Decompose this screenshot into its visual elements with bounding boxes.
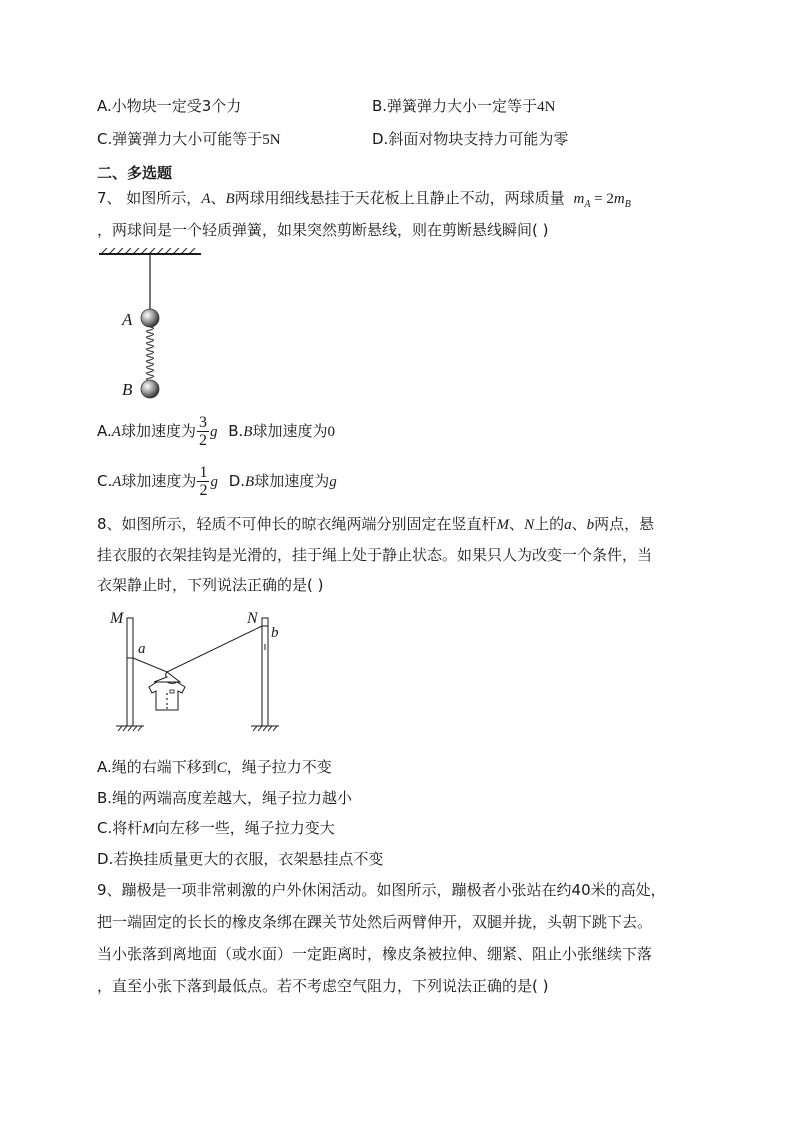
ground-hatching-n: [251, 726, 279, 731]
fraction-denominator: 2: [199, 482, 208, 499]
q7-text-2: 两球用细线悬挂于天花板上且静止不动，两球质量: [234, 189, 565, 207]
q7-text-1: 7、 如图所示，: [97, 189, 202, 207]
q6-option-c-value: 5N: [262, 132, 281, 148]
shirt-icon: [149, 682, 185, 710]
q7-options-ab: [97, 412, 335, 450]
q8-text-3: 两点，悬: [594, 515, 655, 533]
q7-option-c-text: 球加速度为: [121, 472, 197, 490]
ball-b: [141, 380, 159, 398]
q8-stem-line1: [97, 514, 654, 535]
q6-option-c: [97, 129, 281, 150]
section-title: 二、多选题: [97, 164, 173, 182]
q7-option-c-fraction: [197, 464, 209, 499]
q7-mass-formula: [573, 191, 631, 210]
q7-option-d-prefix: D.: [228, 472, 246, 490]
q7-option-a-prefix: A.: [97, 422, 112, 440]
fraction-numerator: 3: [198, 414, 207, 431]
label-b: b: [271, 625, 279, 641]
q8-option-a: [97, 757, 332, 778]
fraction-denominator: 2: [198, 432, 207, 449]
q6-option-b: [372, 96, 555, 117]
label-n: N: [247, 610, 258, 627]
q8-point-b: b: [586, 517, 595, 533]
label-b: B: [122, 380, 133, 399]
q7-formula-eq: = 2: [590, 191, 614, 207]
q8-figure: [100, 606, 300, 738]
q7-options-cd: [97, 462, 337, 500]
clothesline: [133, 626, 262, 672]
q7-ball-a: A: [201, 191, 211, 207]
q7-option-b-value: 0: [327, 424, 335, 440]
q8-sep2: 、: [571, 515, 587, 533]
q8-option-c: [97, 818, 335, 839]
q7-option-d-text: 球加速度为: [254, 472, 330, 490]
label-a: a: [138, 641, 146, 657]
q8-sep: 、: [509, 515, 525, 533]
label-a: A: [122, 310, 133, 329]
q6-option-a: A.小物块一定受3个力: [97, 97, 242, 115]
q7-stem-line1: [97, 188, 631, 215]
q7-option-a-ball: A: [111, 424, 121, 440]
q8-stem-line2: 挂衣服的衣架挂钩是光滑的，挂于绳上处于静止状态。如果只人为改变一个条件，当: [97, 546, 653, 564]
q9-stem-line3: 当小张落到离地面（或水面）一定距离时，橡皮条被拉伸、绷紧、阻止小张继续下落: [97, 945, 653, 963]
q8-text-1: 8、如图所示，轻质不可伸长的晾衣绳两端分别固定在竖直杆: [97, 515, 497, 533]
q8-option-c-pole-m: M: [142, 821, 155, 837]
q7-option-c-g: g: [210, 474, 218, 490]
q7-option-c-prefix: C.: [97, 472, 113, 490]
shirt-button: [166, 707, 168, 709]
hanger: [154, 672, 180, 682]
pole-m: [127, 618, 133, 726]
q7-figure: [95, 248, 205, 400]
q6-option-d: D.斜面对物块支持力可能为零: [372, 130, 569, 148]
q8-pole-n: N: [524, 517, 535, 533]
q7-option-a-fraction: [197, 414, 209, 449]
q7-ball-b: B: [225, 191, 235, 207]
pole-n: [262, 618, 268, 726]
ground-hatching-m: [116, 726, 144, 731]
q6-option-b-text: B.弹簧弹力大小一定等于: [372, 97, 538, 115]
shirt-button: [166, 703, 168, 705]
shirt-button: [166, 693, 168, 695]
q7-option-b-prefix: B.: [228, 422, 244, 440]
q8-option-a-point-c: C: [216, 760, 227, 776]
q8-option-a-text-2: ，绳子拉力不变: [226, 758, 332, 776]
q9-stem-line4: ，直至小张下落到最低点。若不考虑空气阻力，下列说法正确的是( ): [97, 977, 549, 995]
q7-option-c-ball: A: [112, 474, 122, 490]
fraction-numerator: 1: [199, 464, 208, 481]
q7-formula-m: m: [573, 191, 585, 207]
q6-option-c-text: C.弹簧弹力大小可能等于: [97, 130, 263, 148]
q7-stem-line2: ，两球间是一个轻质弹簧，如果突然剪断悬线，则在剪断悬线瞬间( ): [97, 221, 549, 239]
q7-option-b-text: 球加速度为: [252, 422, 328, 440]
ball-a: [141, 309, 159, 327]
q8-text-2: 上的: [534, 515, 565, 533]
q9-stem-line1: 9、蹦极是一项非常刺激的户外休闲活动。如图所示，蹦极者小张站在约40米的高处，: [97, 881, 666, 899]
q6-option-b-value: 4N: [537, 99, 556, 115]
shirt-button: [166, 698, 168, 700]
q7-option-a-g: g: [209, 424, 218, 440]
q8-option-d: D.若换挂质量更大的衣服，衣架悬挂点不变: [97, 850, 384, 868]
q9-stem-line2: 把一端固定的长长的橡皮条绑在踝关节处然后两臂伸开，双腿并拢，头朝下跳下去。: [97, 913, 653, 931]
q7-option-b-ball: B: [243, 424, 253, 440]
q8-option-a-text-1: A.绳的右端下移到: [97, 758, 217, 776]
q7-option-a-text: 球加速度为: [120, 422, 196, 440]
q7-formula-m2: m: [613, 191, 625, 207]
q7-sep: 、: [210, 189, 226, 207]
q8-option-b: B.绳的两端高度差越大，绳子拉力越小: [97, 789, 353, 807]
q8-point-a: a: [564, 517, 572, 533]
q7-option-d-g: g: [329, 474, 337, 490]
q7-option-d-ball: B: [245, 474, 255, 490]
q8-stem-line3: 衣架静止时，下列说法正确的是( ): [97, 576, 324, 594]
spring: [147, 327, 154, 387]
label-m: M: [110, 610, 124, 627]
q8-pole-m: M: [496, 517, 510, 533]
q8-option-c-text-1: C.将杆: [97, 819, 143, 837]
q7-formula-sub-a: A: [584, 199, 591, 210]
q7-formula-sub-b: B: [624, 199, 631, 210]
q8-option-c-text-2: 向左移一些，绳子拉力变大: [154, 819, 335, 837]
